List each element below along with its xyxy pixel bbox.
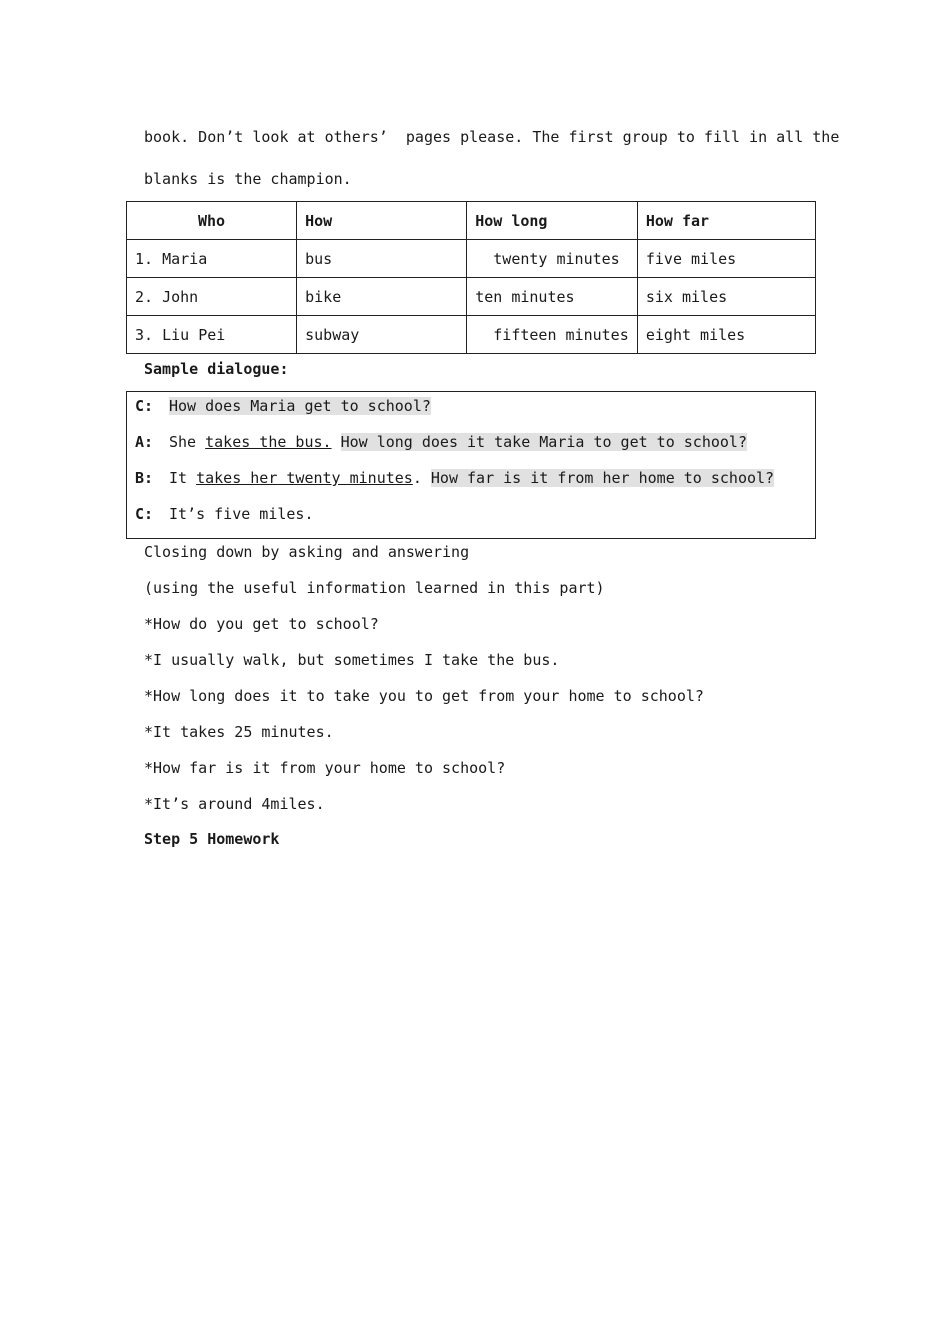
- closing-line: *I usually walk, but sometimes I take the bus.: [144, 651, 560, 669]
- step-5-heading: Step 5 Homework: [144, 830, 280, 848]
- table-header-row: [127, 202, 816, 240]
- closing-line: (using the useful information learned in this part): [144, 579, 605, 597]
- cell-how-far: six miles: [637, 278, 815, 316]
- question-text: [169, 397, 431, 415]
- closing-line: *It takes 25 minutes.: [144, 723, 334, 741]
- cell-who: 3. Liu Pei: [127, 316, 297, 354]
- answer-prefix: It: [169, 469, 197, 487]
- table-row: [127, 278, 816, 316]
- header-who: Who: [127, 202, 297, 240]
- cell-how: bus: [297, 240, 467, 278]
- cell-how-far: eight miles: [637, 316, 815, 354]
- intro-line-1: book. Don’t look at others’ pages please. The first group to fill in all the: [144, 128, 840, 146]
- dialogue-line: [135, 397, 431, 415]
- dialogue-box: [126, 391, 816, 539]
- intro-line-2: blanks is the champion.: [144, 170, 352, 188]
- cell-how-long: twenty minutes: [467, 240, 638, 278]
- header-how-long: How long: [467, 202, 638, 240]
- speaker-label: C:: [135, 505, 154, 523]
- closing-line: Closing down by asking and answering: [144, 543, 470, 561]
- answer-underlined: twenty minutes: [277, 469, 413, 487]
- answer-prefix: She: [169, 433, 206, 451]
- question-part: to school?: [340, 397, 431, 415]
- answer-underlined: takes the bus.: [205, 433, 332, 451]
- sample-dialogue-heading: Sample dialogue:: [144, 360, 289, 378]
- table-row: [127, 240, 816, 278]
- question-part: How does Maria get: [169, 397, 332, 415]
- speaker-label: B:: [135, 469, 154, 487]
- travel-table: [126, 201, 816, 354]
- answer-punct: .: [412, 469, 431, 487]
- cell-how: bike: [297, 278, 467, 316]
- dialogue-line: [135, 505, 314, 523]
- speaker-label: C:: [135, 397, 154, 415]
- cell-how-far: five miles: [637, 240, 815, 278]
- closing-line: *How long does it to take you to get from your home to school?: [144, 687, 704, 705]
- table-row: [127, 316, 816, 354]
- answer-underlined: takes her: [196, 469, 278, 487]
- cell-who: 2. John: [127, 278, 297, 316]
- question-text: How long does it take Maria to get to school?: [340, 433, 747, 451]
- cell-how: subway: [297, 316, 467, 354]
- answer-text: It’s five miles.: [169, 505, 314, 523]
- cell-who: 1. Maria: [127, 240, 297, 278]
- dialogue-line: [135, 469, 774, 487]
- dialogue-line: [135, 433, 747, 451]
- cell-how-long: ten minutes: [467, 278, 638, 316]
- closing-line: *It’s around 4miles.: [144, 795, 325, 813]
- speaker-label: A:: [135, 433, 154, 451]
- closing-line: *How do you get to school?: [144, 615, 379, 633]
- closing-line: *How far is it from your home to school?: [144, 759, 506, 777]
- question-text: How far is it from her home to school?: [430, 469, 775, 487]
- header-how-far: How far: [637, 202, 815, 240]
- header-how: How: [297, 202, 467, 240]
- cell-how-long: fifteen minutes: [467, 316, 638, 354]
